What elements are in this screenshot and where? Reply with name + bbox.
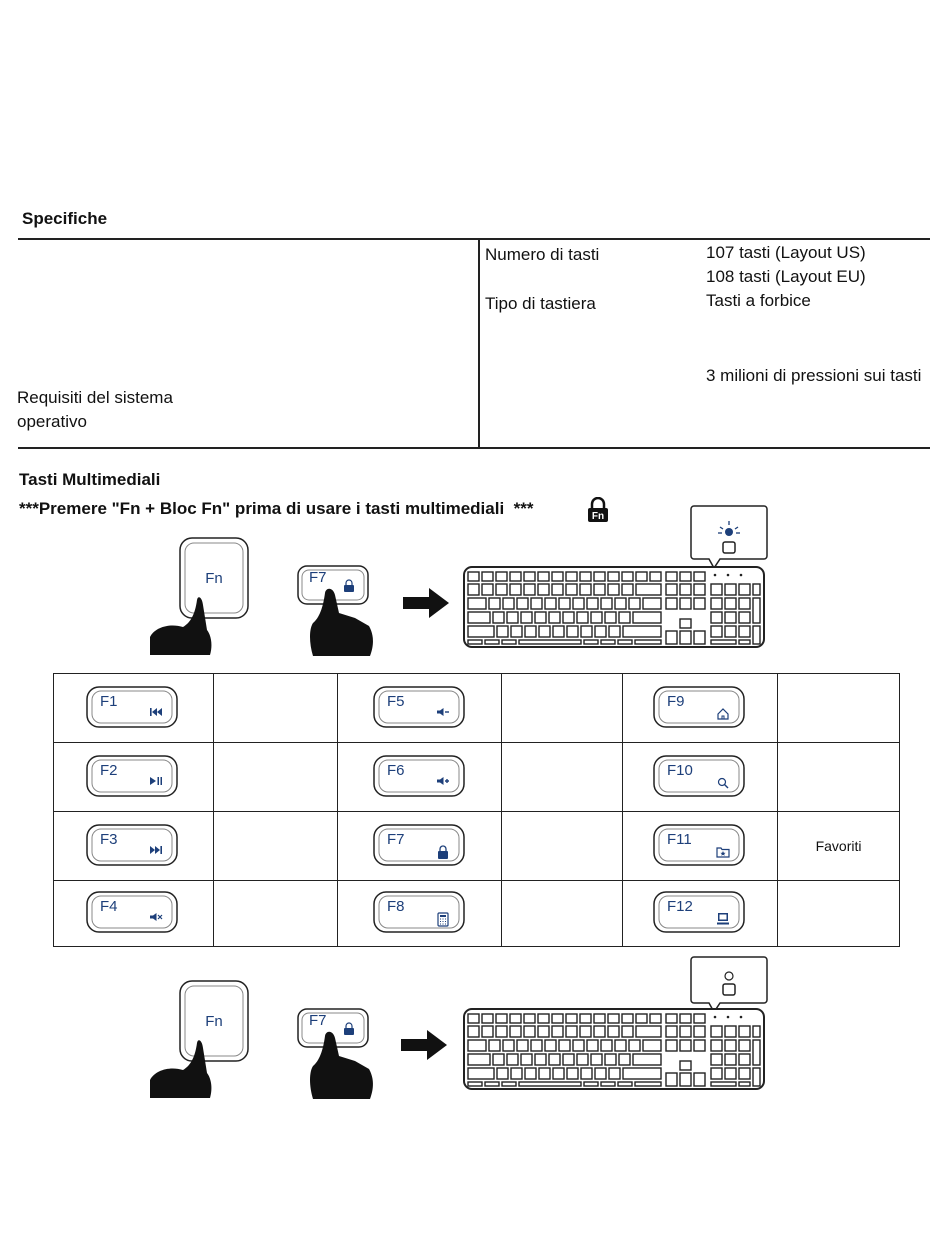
fn-lock-icon bbox=[587, 497, 609, 523]
key-description bbox=[502, 881, 623, 947]
led-indicator-off-callout bbox=[690, 956, 768, 1014]
fn-key-press-illustration-top bbox=[145, 535, 255, 657]
spec-value-lifetime: 3 milioni di pressioni sui tasti bbox=[706, 366, 922, 385]
fn-key-press-illustration-bottom bbox=[145, 978, 255, 1100]
specs-title: Specifiche bbox=[22, 209, 108, 228]
my-computer-icon bbox=[717, 913, 729, 925]
key-description bbox=[502, 743, 623, 812]
function-key-label: F3 bbox=[100, 830, 118, 848]
function-key bbox=[84, 750, 182, 800]
function-key-label: F1 bbox=[100, 692, 118, 710]
spec-os-line-2: operativo bbox=[17, 412, 87, 431]
key-cell bbox=[337, 743, 502, 812]
key-description bbox=[213, 743, 337, 812]
function-key bbox=[371, 886, 469, 936]
function-key-label: F5 bbox=[386, 692, 405, 710]
table-row bbox=[54, 812, 900, 881]
key-description bbox=[213, 812, 337, 881]
key-cell bbox=[623, 674, 778, 743]
table-row bbox=[54, 881, 900, 947]
right-arrow-icon bbox=[401, 1030, 447, 1060]
function-key bbox=[651, 750, 749, 800]
key-description bbox=[502, 674, 623, 743]
multimedia-title: Tasti Multimediali bbox=[19, 470, 161, 489]
fn-key-label: Fn bbox=[205, 1013, 223, 1030]
f7-key-press-illustration-top bbox=[295, 563, 380, 658]
specs-bottom-divider bbox=[18, 447, 930, 449]
fn-key-label: Fn bbox=[205, 570, 223, 587]
spec-value-keys-us: 107 tasti (Layout US) bbox=[706, 243, 866, 262]
key-cell bbox=[623, 812, 778, 881]
key-description bbox=[213, 881, 337, 947]
specs-column-divider bbox=[478, 239, 480, 448]
table-row bbox=[54, 743, 900, 812]
key-cell bbox=[54, 812, 214, 881]
function-key-label: F6 bbox=[386, 761, 405, 779]
key-description: Favoriti bbox=[778, 812, 900, 881]
key-cell bbox=[337, 812, 502, 881]
keyboard-illustration-top bbox=[463, 566, 765, 648]
function-key-label: F11 bbox=[667, 830, 692, 848]
key-description bbox=[778, 881, 900, 947]
function-key-label: F9 bbox=[667, 692, 685, 710]
key-description bbox=[778, 674, 900, 743]
specs-top-divider bbox=[18, 238, 930, 240]
key-description bbox=[213, 674, 337, 743]
spec-os-line-1: Requisiti del sistema bbox=[17, 388, 173, 407]
table-row bbox=[54, 674, 900, 743]
function-key bbox=[371, 681, 469, 731]
spec-value-keys-eu: 108 tasti (Layout EU) bbox=[706, 267, 866, 286]
f7-key-press-illustration-bottom bbox=[295, 1006, 380, 1101]
function-key-label: F4 bbox=[100, 898, 118, 915]
function-key bbox=[651, 681, 749, 731]
key-cell bbox=[623, 743, 778, 812]
spec-label-keyboard-type: Tipo di tastiera bbox=[485, 294, 596, 313]
led-indicator-on-callout bbox=[690, 505, 768, 570]
key-cell bbox=[54, 674, 214, 743]
keyboard-illustration-bottom bbox=[463, 1008, 765, 1090]
function-key bbox=[84, 819, 182, 869]
spec-value-keyboard-type: Tasti a forbice bbox=[706, 291, 811, 310]
f7-key-label: F7 bbox=[309, 569, 327, 586]
key-description bbox=[502, 812, 623, 881]
spec-label-keys: Numero di tasti bbox=[485, 245, 600, 264]
right-arrow-icon bbox=[403, 588, 449, 618]
key-cell bbox=[54, 743, 214, 812]
function-key-table bbox=[53, 673, 900, 947]
function-key bbox=[651, 819, 749, 869]
function-key-label: F8 bbox=[386, 898, 405, 915]
key-cell bbox=[54, 881, 214, 947]
function-key bbox=[651, 886, 749, 936]
svg-text:Fn: Fn bbox=[591, 511, 605, 522]
function-key-label: F10 bbox=[667, 761, 694, 779]
f7-key-label: F7 bbox=[309, 1012, 327, 1029]
key-cell bbox=[337, 674, 502, 743]
multimedia-instruction: ***Premere "Fn + Bloc Fn" prima di usare i tasti multimediali *** bbox=[19, 499, 534, 518]
function-key-label: F2 bbox=[100, 761, 118, 779]
key-cell bbox=[337, 881, 502, 947]
function-key bbox=[371, 750, 469, 800]
key-description bbox=[778, 743, 900, 812]
function-key-label: F12 bbox=[667, 898, 694, 915]
function-key bbox=[371, 819, 469, 869]
function-key bbox=[84, 681, 182, 731]
function-key bbox=[84, 886, 182, 936]
key-cell bbox=[623, 881, 778, 947]
function-key-label: F7 bbox=[386, 830, 405, 848]
